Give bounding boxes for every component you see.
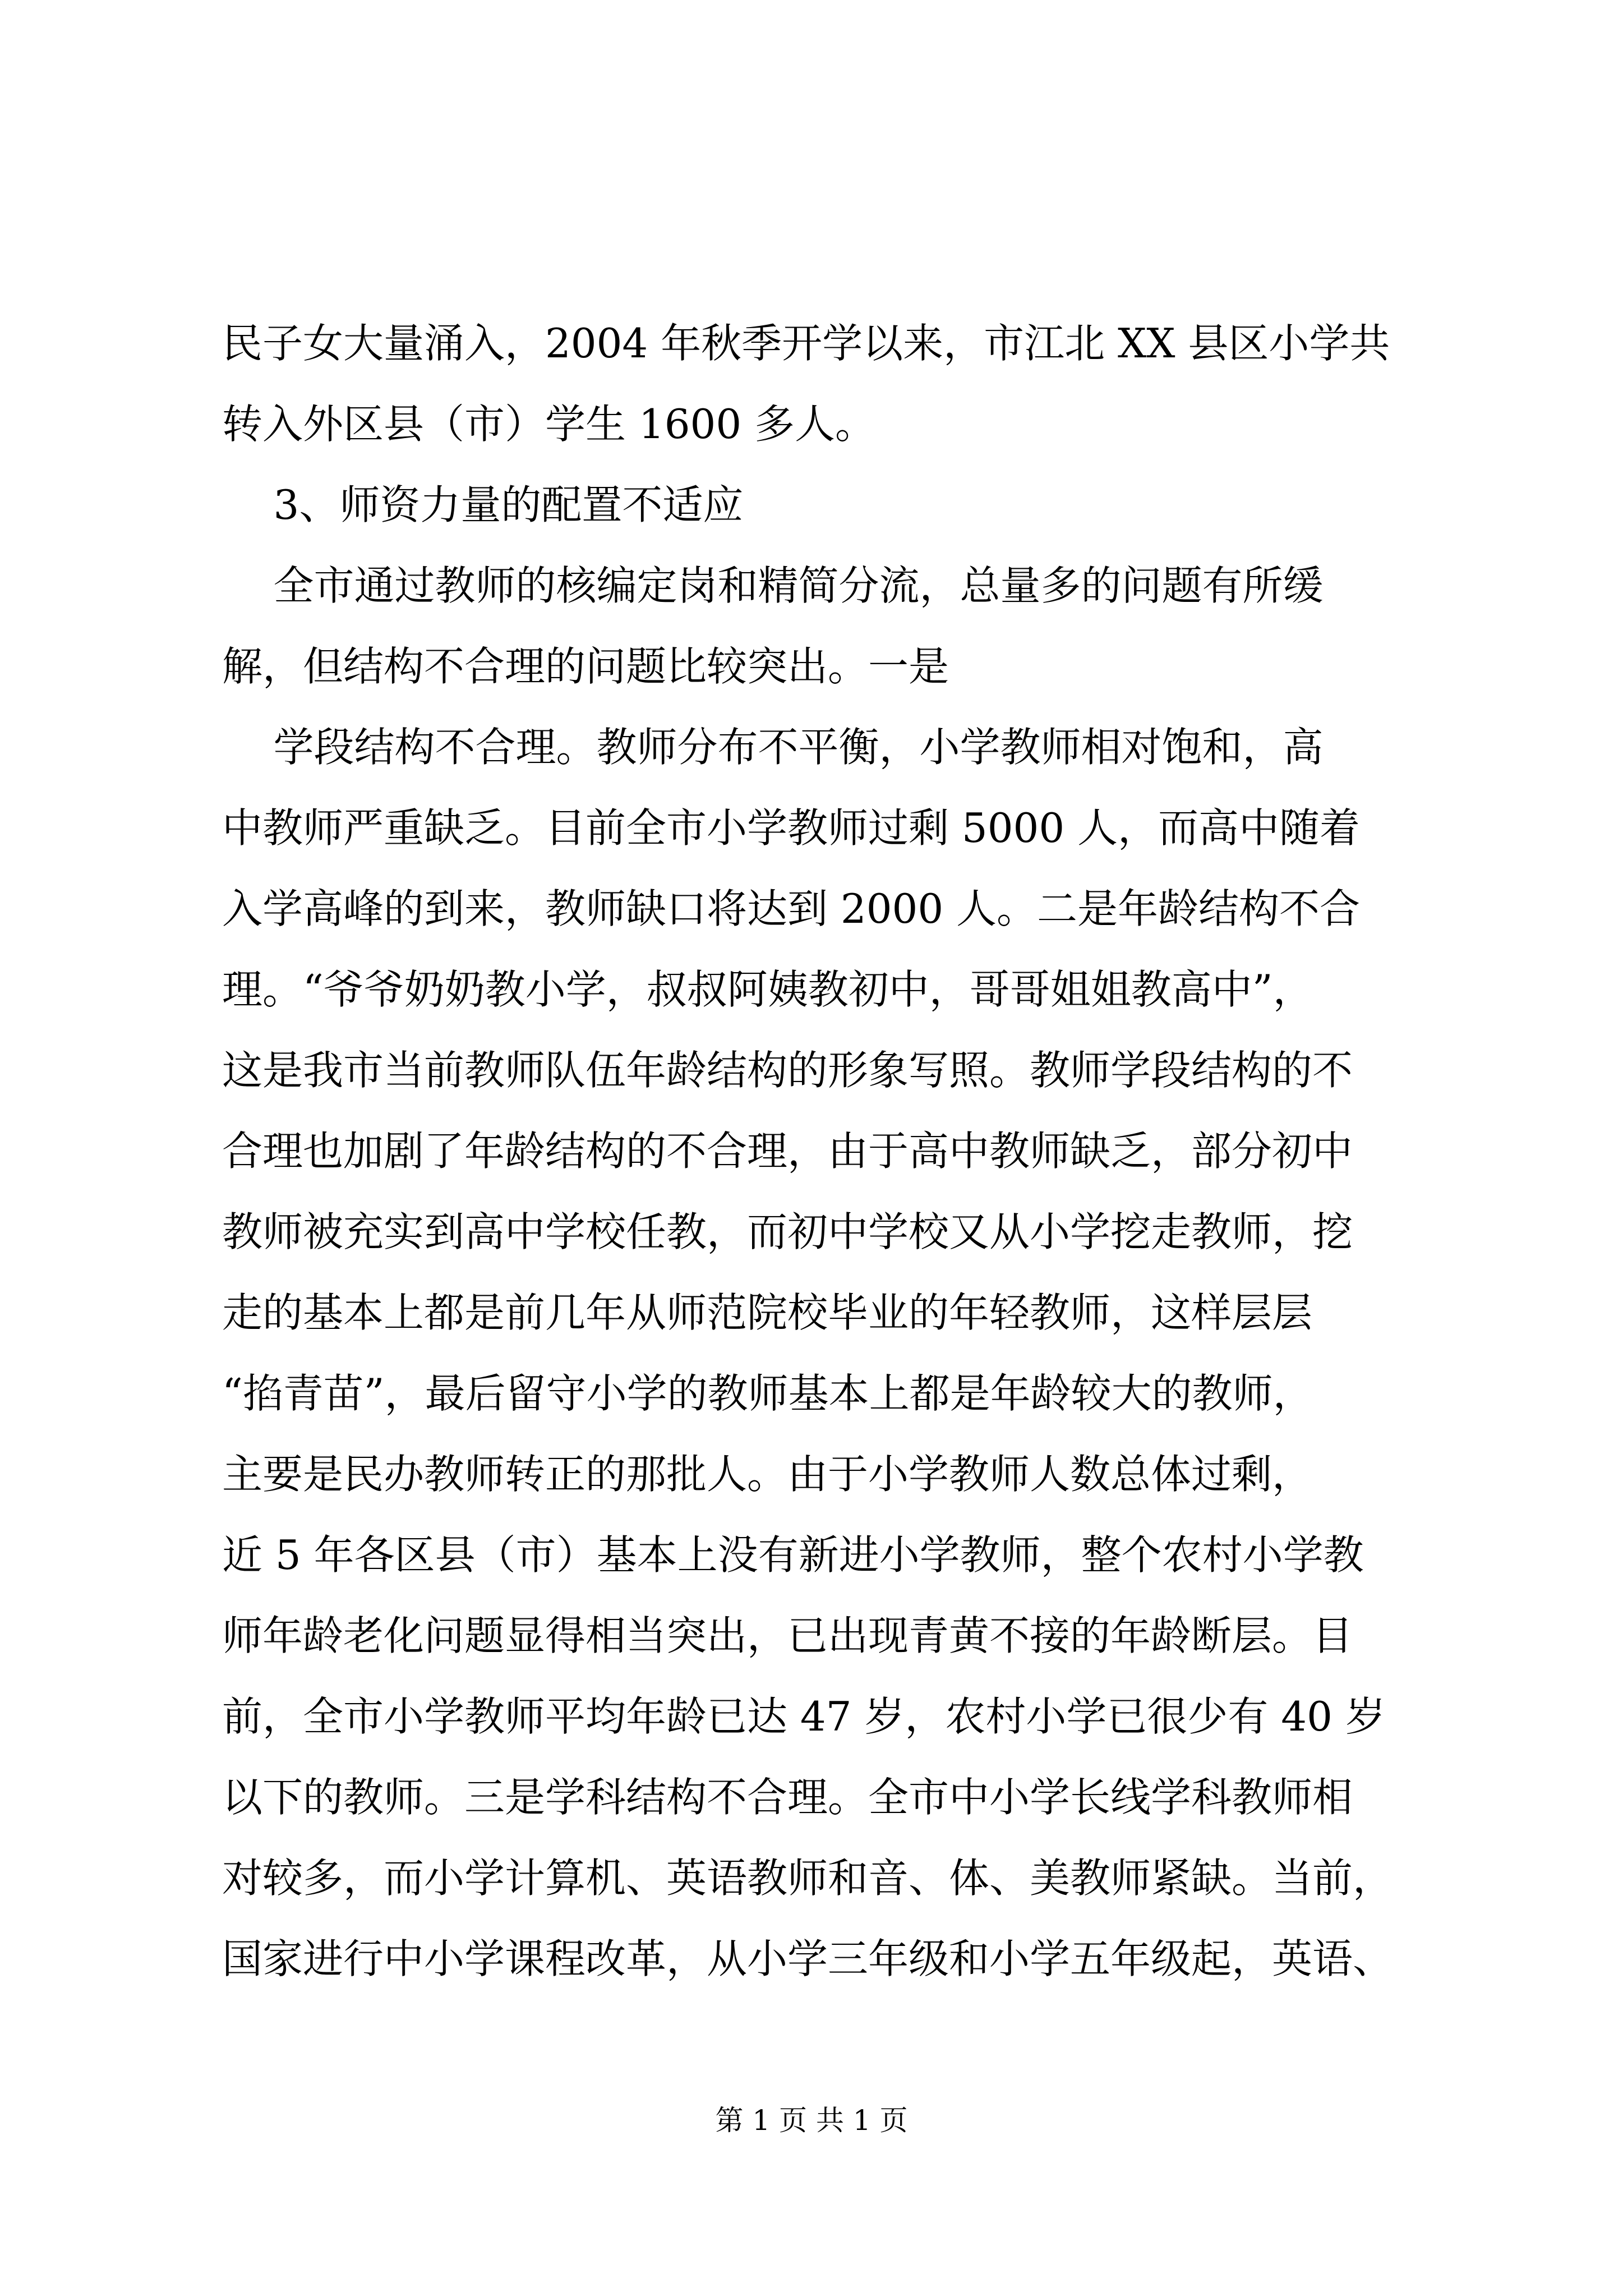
text-line: 入学高峰的到来，教师缺口将达到 2000 人。二是年龄结构不合 (222, 885, 1361, 932)
text-line: 教师被充实到高中学校任教，而初中学校又从小学挖走教师，挖 (222, 1208, 1353, 1255)
text-line: 全市通过教师的核编定岗和精简分流，总量多的问题有所缓 (222, 562, 1324, 609)
text-line: 对较多，而小学计算机、英语教师和音、体、美教师紧缺。当前， (222, 1855, 1394, 1902)
text-line: 走的基本上都是前几年从师范院校毕业的年轻教师，这样层层 (222, 1289, 1313, 1336)
text-line: 前，全市小学教师平均年龄已达 47 岁，农村小学已很少有 40 岁 (222, 1693, 1386, 1740)
text-line: 师年龄老化问题显得相当突出，已出现青黄不接的年龄断层。目 (222, 1612, 1353, 1659)
text-line: 近 5 年各区县（市）基本上没有新进小学教师，整个农村小学教 (222, 1531, 1364, 1579)
text-line: 主要是民办教师转正的那批人。由于小学教师人数总体过剩， (222, 1451, 1313, 1498)
text-line: “掐青苗”，最后留守小学的教师基本上都是年龄较大的教师， (222, 1370, 1313, 1417)
text-line: 民子女大量涌入，2004 年秋季开学以来，市江北 XX 县区小学共 (222, 320, 1390, 367)
text-line: 合理也加剧了年龄结构的不合理，由于高中教师缺乏，部分初中 (222, 1128, 1353, 1175)
section-heading: 3、师资力量的配置不适应 (222, 481, 744, 528)
text-line: 中教师严重缺乏。目前全市小学教师过剩 5000 人，而高中随着 (222, 804, 1361, 852)
page-footer: 第 1 页 共 1 页 (715, 2104, 908, 2137)
text-line: 以下的教师。三是学科结构不合理。全市中小学长线学科教师相 (222, 1774, 1353, 1821)
text-line: 学段结构不合理。教师分布不平衡，小学教师相对饱和，高 (222, 724, 1324, 771)
body-text (222, 303, 1428, 1999)
text-line: 理。“爷爷奶奶教小学，叔叔阿姨教初中，哥哥姐姐教高中”， (222, 966, 1313, 1013)
text-line: 国家进行中小学课程改革，从小学三年级和小学五年级起，英语、 (222, 1935, 1394, 1982)
text-line: 这是我市当前教师队伍年龄结构的形象写照。教师学段结构的不 (222, 1047, 1353, 1094)
text-line: 解，但结构不合理的问题比较突出。一是 (222, 643, 949, 690)
text-line: 转入外区县（市）学生 1600 多人。 (222, 401, 876, 448)
